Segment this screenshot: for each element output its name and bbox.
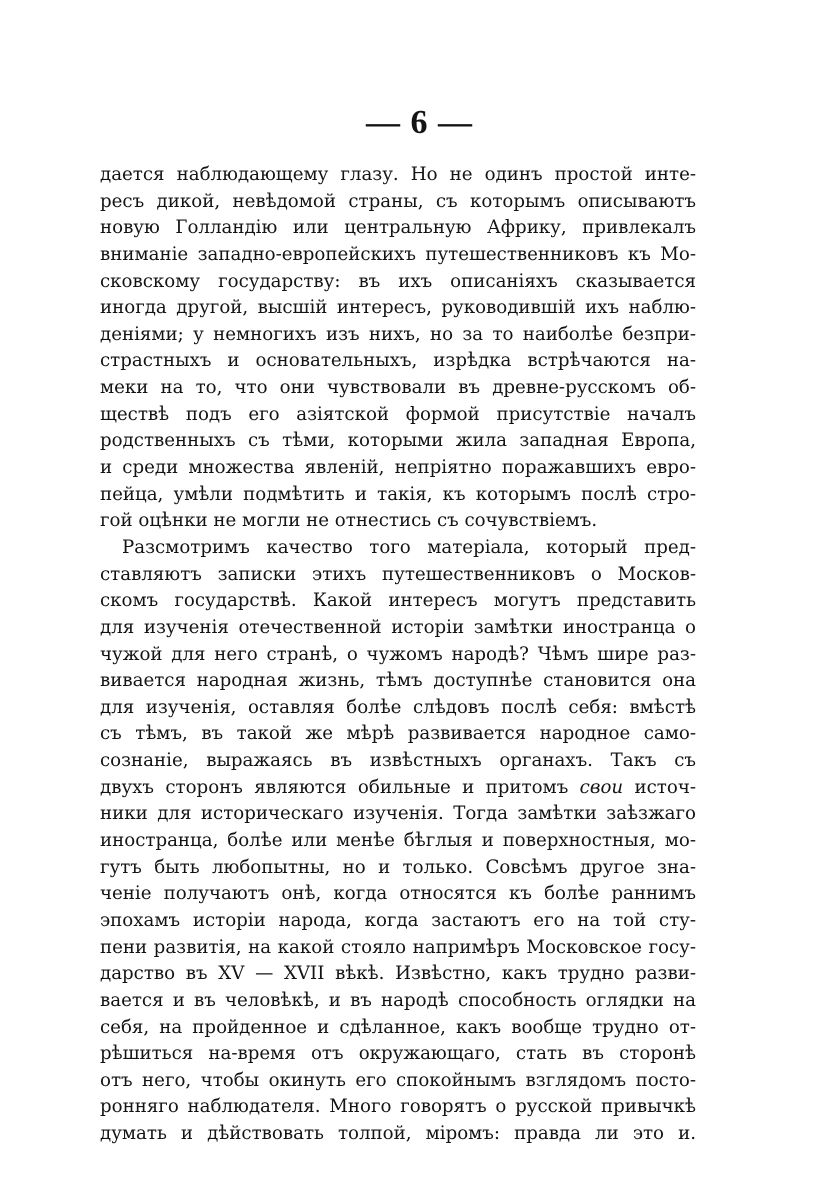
text-line: страстныхъ и основательныхъ, изрѣдка встрѣчаются на- xyxy=(100,350,696,372)
emphasized-word: свои xyxy=(579,776,624,798)
text-line: ники для историческаго изученія. Тогда замѣтки заѣзжаго xyxy=(100,803,696,825)
text-line: ресъ дикой, невѣдомой страны, съ которымъ описываютъ xyxy=(100,190,696,212)
page-number: — 6 — xyxy=(366,104,473,141)
text-line: меки на то, что они чувствовали въ древне-русскомъ об- xyxy=(100,377,696,399)
text-line: рѣшиться на-время отъ окружающаго, стать въ сторонѣ xyxy=(100,1043,696,1065)
text-line: и среди множества явленій, непріятно поражавшихъ евро- xyxy=(100,457,696,479)
text-line: отъ него, чтобы окинуть его спокойнымъ взглядомъ посто- xyxy=(100,1069,696,1091)
text-line: вивается народная жизнь, тѣмъ доступнѣе становится она xyxy=(100,670,696,692)
text-line: вается и въ человѣкѣ, и въ народѣ способность оглядки на xyxy=(100,989,696,1011)
text-line: пени развитія, на какой стояло напримѣръ Московское госу- xyxy=(100,936,696,958)
paragraph xyxy=(100,535,696,1148)
line-start: двухъ сторонъ являются обильные и притомъ xyxy=(100,776,580,798)
text-line: иностранца, болѣе или менѣе бѣглыя и поверхностныя, мо- xyxy=(100,830,696,852)
text-line: съ тѣмъ, въ такой же мѣрѣ развивается народное само- xyxy=(100,723,696,745)
text-line: эпохамъ исторіи народа, когда застаютъ его на той сту- xyxy=(100,909,696,931)
text-line: гутъ быть любопытны, но и только. Совсѣмъ другое зна- xyxy=(100,856,696,878)
text-line: для изученія отечественной исторіи замѣтки иностранца о xyxy=(100,616,696,638)
paragraph xyxy=(100,162,696,535)
text-line: чужой для него странѣ, о чужомъ народѣ? Чѣмъ шире раз- xyxy=(100,643,696,665)
text-line: для изученія, оставляя болѣе слѣдовъ послѣ себя: вмѣстѣ xyxy=(100,696,696,718)
line-end: источ- xyxy=(623,776,696,798)
text-line: ставляютъ записки этихъ путешественниковъ о Москов- xyxy=(100,563,696,585)
text-line: деніями; у немногихъ изъ нихъ, но за то наиболѣе безпри- xyxy=(100,323,696,345)
text-line: пейца, умѣли подмѣтить и такія, къ которымъ послѣ стро- xyxy=(100,483,696,505)
text-line: родственныхъ съ тѣми, которыми жила западная Европа, xyxy=(100,430,696,452)
text-line: гой оцѣнки не могли не отнестись съ сочувствіемъ. xyxy=(100,510,598,532)
text-line: скомъ государствѣ. Какой интересъ могутъ представить xyxy=(100,590,696,612)
text-line: сковскому государству: въ ихъ описаніяхъ сказывается xyxy=(100,270,696,292)
text-line: себя, на пройденное и сдѣланное, какъ вообще трудно от- xyxy=(100,1016,696,1038)
body-text xyxy=(100,162,696,1148)
text-line: сознаніе, выражаясь въ извѣстныхъ органахъ. Такъ съ xyxy=(100,750,696,772)
text-line: дарство въ XV — XVII вѣкѣ. Извѣстно, какъ трудно разви- xyxy=(100,963,696,985)
text-line-with-emphasis xyxy=(100,775,696,802)
text-line: дается наблюдающему глазу. Но не одинъ простой инте- xyxy=(100,164,696,185)
text-line: ронняго наблюдателя. Много говорятъ о русской привычкѣ xyxy=(100,1096,696,1118)
text-line: вниманіе западно-европейскихъ путешественниковъ къ Мо- xyxy=(100,243,696,265)
text-line: новую Голландію или центральную Африку, привлекалъ xyxy=(100,217,696,239)
text-line: Разсмотримъ качество того матеріала, который пред- xyxy=(122,536,696,558)
text-line: иногда другой, высшій интересъ, руководившій ихъ наблю- xyxy=(100,297,696,319)
text-line: ществѣ подъ его азіятской формой присутствіе началъ xyxy=(100,403,696,425)
text-line: ченіе получаютъ онѣ, когда относятся къ болѣе раннимъ xyxy=(100,883,696,905)
text-line: думать и дѣйствовать толпой, міромъ: правда ли это и. xyxy=(100,1123,696,1145)
